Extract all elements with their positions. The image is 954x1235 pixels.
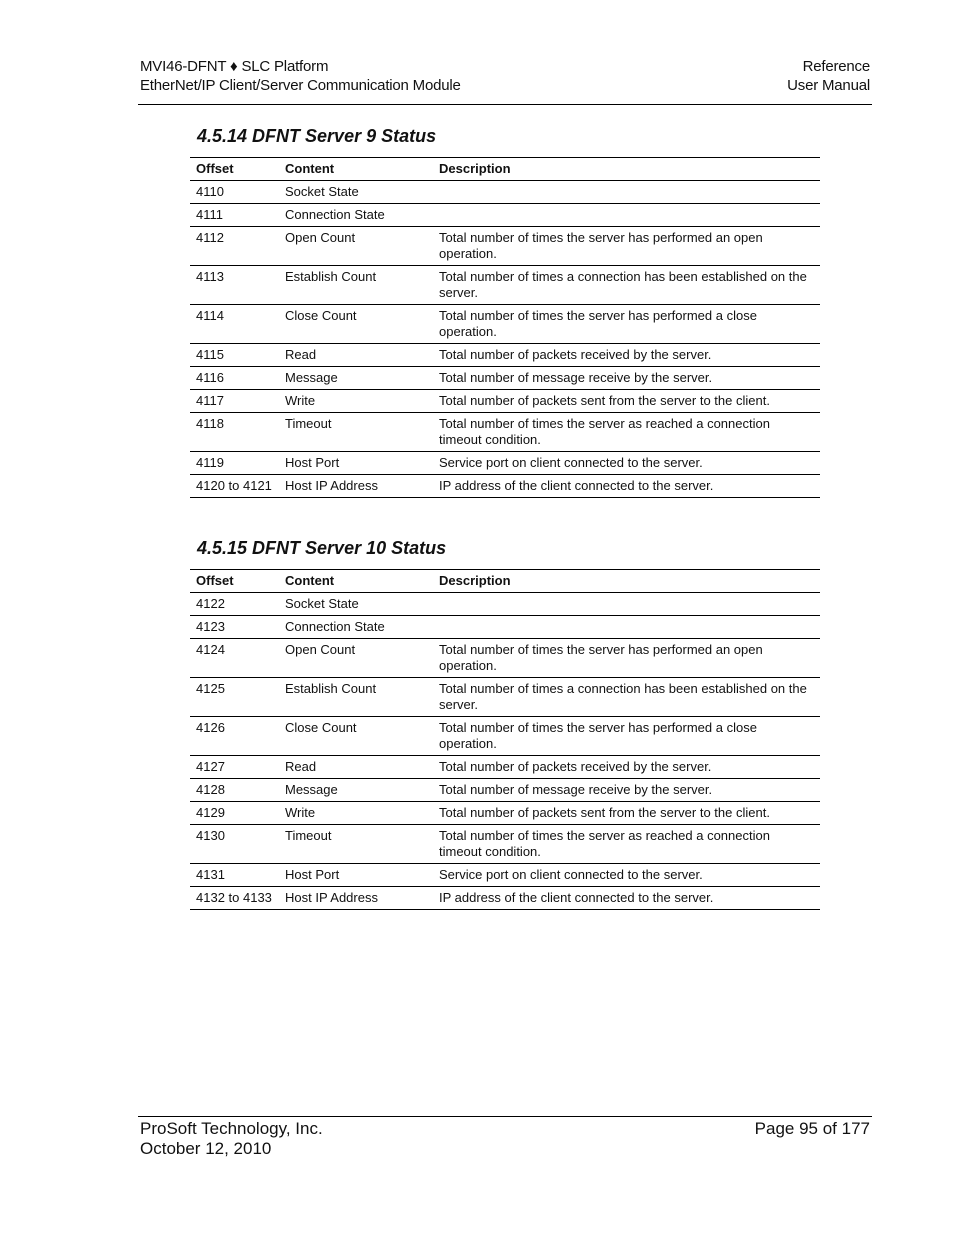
table-row [190,887,820,910]
table-row [190,678,820,717]
offset-cell: 4128 [196,782,225,797]
table-row [190,779,820,802]
description-cell [433,204,820,227]
description-cell: Total number of packets received by the server. [439,347,712,362]
offset-cell: 4118 [196,416,224,431]
header-reference: Reference [802,58,870,75]
column-header-description: Description [439,573,511,588]
table-row [190,227,820,266]
offset-cell: 4130 [196,828,225,843]
table-row [190,390,820,413]
content-cell: Connection State [285,207,385,222]
footer-company: ProSoft Technology, Inc. [140,1119,323,1138]
status-table [190,157,820,498]
offset-cell: 4124 [196,642,225,657]
table-body [190,181,820,498]
offset-cell: 4127 [196,759,225,774]
content-cell: Open Count [285,642,356,657]
description-cell [433,593,820,616]
table-row [190,266,820,305]
content-cell: Write [285,393,316,408]
content-cell: Timeout [285,828,332,843]
content-cell: Read [285,759,317,774]
content-cell: Host Port [285,455,340,470]
content-cell: Socket State [285,596,359,611]
table-row [190,181,820,204]
column-header-offset: Offset [196,161,234,176]
table-body [190,593,820,910]
offset-cell: 4126 [196,720,225,735]
offset-cell: 4122 [196,596,225,611]
table-row [190,367,820,390]
section-title: 4.5.14 DFNT Server 9 Status [197,126,437,146]
section-server-9 [190,124,820,498]
offset-cell: 4129 [196,805,225,820]
table-header-row [190,570,820,593]
description-cell: Service port on client connected to the server. [439,455,703,470]
table-row [190,802,820,825]
offset-cell: 4111 [196,207,223,222]
table-row [190,204,820,227]
running-header-left [140,57,461,95]
description-cell: Total number of times the server as reached a connection timeout condition. [439,416,770,447]
table-row [190,717,820,756]
description-cell: Total number of packets sent from the server to the client. [439,805,770,820]
description-cell: Total number of times the server has performed a close operation. [439,308,757,339]
description-cell: Total number of packets sent from the server to the client. [439,393,770,408]
section-title: 4.5.15 DFNT Server 10 Status [197,538,447,558]
content-cell: Write [285,805,316,820]
table-row [190,825,820,864]
offset-cell: 4120 to 4121 [196,478,272,493]
status-table [190,569,820,910]
content-cell: Read [285,347,317,362]
table-row [190,864,820,887]
table-row [190,756,820,779]
header-product: MVI46-DFNT ♦ SLC Platform [140,58,329,75]
page-number: Page 95 of 177 [754,1119,870,1138]
description-cell: Total number of packets received by the server. [439,759,712,774]
footer-divider [138,1116,872,1117]
content-cell: Host Port [285,867,340,882]
description-cell: Total number of times the server as reached a connection timeout condition. [439,828,770,859]
content-cell: Message [285,370,338,385]
content-cell: Close Count [285,720,357,735]
header-module: EtherNet/IP Client/Server Communication Module [140,77,461,94]
offset-cell: 4112 [196,230,224,245]
column-header-content: Content [285,161,335,176]
description-cell: Total number of message receive by the server. [439,370,713,385]
content-cell: Socket State [285,184,359,199]
running-header-right [787,57,870,95]
table-row [190,305,820,344]
description-cell: Total number of message receive by the server. [439,782,713,797]
description-cell: Total number of times the server has performed an open operation. [439,642,763,673]
description-cell: IP address of the client connected to the server. [439,478,714,493]
content-cell: Connection State [285,619,385,634]
table-row [190,616,820,639]
content-cell: Establish Count [285,269,377,284]
offset-cell: 4131 [196,867,225,882]
table-row [190,344,820,367]
offset-cell: 4110 [196,184,224,199]
description-cell: Total number of times the server has performed a close operation. [439,720,757,751]
offset-cell: 4125 [196,681,225,696]
column-header-content: Content [285,573,335,588]
description-cell: Total number of times a connection has been established on the server. [439,681,807,712]
content-cell: Host IP Address [285,890,378,905]
content-cell: Message [285,782,338,797]
description-cell [433,181,820,204]
footer-left [140,1119,323,1159]
header-manual: User Manual [787,77,870,94]
table-row [190,475,820,498]
description-cell: IP address of the client connected to the server. [439,890,714,905]
content-cell: Timeout [285,416,332,431]
content-cell: Host IP Address [285,478,378,493]
table-header-row [190,158,820,181]
offset-cell: 4132 to 4133 [196,890,272,905]
content-cell: Open Count [285,230,356,245]
description-cell: Service port on client connected to the server. [439,867,703,882]
table-row [190,593,820,616]
offset-cell: 4119 [196,455,224,470]
column-header-description: Description [439,161,511,176]
offset-cell: 4115 [196,347,224,362]
content-cell: Establish Count [285,681,377,696]
header-divider [138,104,872,105]
table-row [190,413,820,452]
offset-cell: 4123 [196,619,225,634]
table-row [190,452,820,475]
offset-cell: 4116 [196,370,224,385]
offset-cell: 4113 [196,269,224,284]
offset-cell: 4117 [196,393,224,408]
description-cell: Total number of times the server has performed an open operation. [439,230,763,261]
description-cell: Total number of times a connection has been established on the server. [439,269,807,300]
table-row [190,639,820,678]
offset-cell: 4114 [196,308,224,323]
description-cell [433,616,820,639]
footer-right [755,1119,870,1139]
column-header-offset: Offset [196,573,234,588]
content-cell: Close Count [285,308,357,323]
section-server-10 [190,536,820,910]
footer-date: October 12, 2010 [140,1139,272,1158]
